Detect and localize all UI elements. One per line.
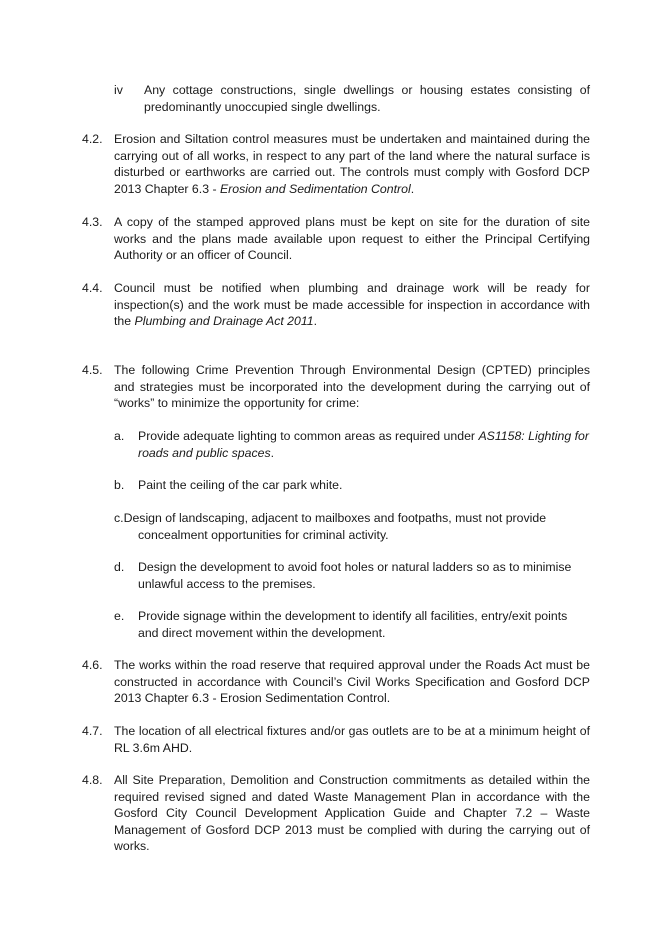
condition-4-3 (82, 214, 590, 264)
condition-4-4 (82, 280, 590, 330)
cpted-item-c (114, 510, 590, 543)
condition-4-6 (82, 657, 590, 707)
condition-text (114, 131, 590, 197)
cpted-item-e (114, 608, 590, 641)
condition-number: 4.7. (82, 724, 103, 738)
condition-4-2 (82, 131, 590, 197)
text-run: Erosion and Siltation control measures must be undertaken and maintained during the carrying out of all works, in respect to any part of the land where the natural surface is disturbed or earthworks are carried out. The controls must comply with Gosford DCP 2013 Chapter 6.3 - (114, 132, 590, 196)
italic-reference: AS1158: Lighting for roads and public spaces (138, 429, 589, 460)
condition-text: All Site Preparation, Demolition and Construction commitments as detailed within the required revised signed and dated Waste Management Plan in accordance with the Gosford City Council Development Application Guide and Chapter 7.2 – Waste Management of Gosford DCP 2013 must be complied with during the carrying out of works. (114, 773, 590, 853)
condition-number: 4.4. (82, 281, 103, 295)
condition-number: 4.3. (82, 215, 103, 229)
item-text (138, 428, 590, 461)
condition-number: 4.2. (82, 132, 103, 146)
item-text-continuation: concealment opportunities for criminal activity. (138, 527, 389, 542)
condition-4-8 (82, 772, 590, 855)
item-text: Provide signage within the development to identify all facilities, entry/exit points and direct movement within the development. (138, 609, 568, 640)
italic-reference: Plumbing and Drainage Act 2011 (134, 314, 314, 328)
item-letter: a. (114, 429, 125, 443)
item-letter: c. (114, 511, 124, 525)
condition-text: The works within the road reserve that required approval under the Roads Act must be constructed in accordance with Council’s Civil Works Specification and Gosford DCP 2013 Chapter 6.3 - Erosion Sedimentation Control. (114, 658, 590, 705)
item-text: Design the development to avoid foot holes or natural ladders so as to minimise unlawful access to the premises. (138, 560, 572, 591)
item-letter: d. (114, 560, 125, 574)
text-run: Provide adequate lighting to common areas as required under (138, 429, 479, 443)
text-run: . (313, 314, 318, 328)
condition-number: 4.6. (82, 658, 103, 672)
item-text: Any cottage constructions, single dwellings or housing estates consisting of predominantly unoccupied single dwellings. (144, 83, 590, 114)
condition-number: 4.5. (82, 363, 103, 377)
condition-text: A copy of the stamped approved plans must be kept on site for the duration of site works and the plans made available upon request to either the Principal Certifying Authority or an officer of Council. (114, 215, 590, 262)
text-run: Design of landscaping, adjacent to mailboxes and footpaths, must not provide (123, 511, 547, 525)
condition-text: The location of all electrical fixtures and/or gas outlets are to be at a minimum height of RL 3.6m AHD. (114, 724, 590, 755)
condition-number: 4.8. (82, 773, 103, 787)
condition-4-7 (82, 723, 590, 756)
cpted-item-a (114, 428, 590, 461)
cpted-item-d (114, 559, 590, 592)
item-text: Paint the ceiling of the car park white. (138, 478, 343, 492)
item-letter: e. (114, 609, 125, 623)
italic-reference: Erosion and Sedimentation Control (219, 181, 411, 196)
item-letter: b. (114, 478, 125, 492)
text-run: Council must be notified when plumbing and drainage work will be ready for inspection(s) and the work must be made accessible for inspection in accordance with the (114, 281, 590, 328)
text-run: . (270, 445, 275, 460)
item-number: iv (114, 83, 123, 97)
list-item-iv (114, 82, 590, 115)
condition-4-5 (82, 362, 590, 412)
cpted-item-b (114, 477, 590, 494)
condition-text: The following Crime Prevention Through Environmental Design (CPTED) principles and strategies must be incorporated into the development during the carrying out of “works” to minimize the opportunity for crime: (114, 363, 590, 410)
text-run: . (410, 181, 415, 196)
condition-text (114, 280, 590, 330)
item-text-first-line (114, 510, 590, 527)
